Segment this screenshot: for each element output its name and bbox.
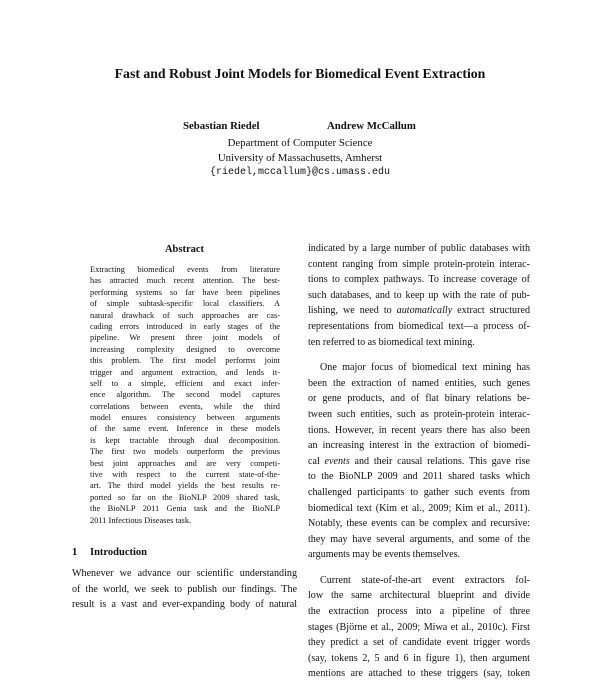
text-line: Extracting biomedical events from literature bbox=[90, 265, 280, 274]
text-line: increasing complexity designed to overcome bbox=[90, 344, 280, 354]
text-line: ten referred to as biomedical text mining. bbox=[308, 336, 475, 348]
text-line: of simple subtask-specific local classifiers. A bbox=[90, 299, 280, 309]
text-line: model ensures consistency between arguments bbox=[90, 413, 280, 423]
section-heading-introduction bbox=[72, 547, 147, 558]
text-line: lishing, we need to automatically extract structured bbox=[308, 305, 530, 317]
text-line: Current state-of-the-art event extractors fol- bbox=[320, 574, 530, 586]
text-line: tween such entities, such as protein-protein interac- bbox=[308, 408, 530, 420]
text-line: biomedical text (Kim et al., 2009; Kim et al., 2011). bbox=[308, 502, 530, 514]
text-line: best joint approaches and are very competi- bbox=[90, 458, 280, 468]
text-line: Whenever we advance our scientific understanding bbox=[72, 568, 297, 579]
author-name: Andrew McCallum bbox=[327, 120, 416, 132]
text-line: been the extraction of named entities, such genes bbox=[308, 377, 530, 389]
text-line: performing systems so far have been pipelines bbox=[90, 287, 280, 297]
text-line: such databases, and to keep up with the rate of pub- bbox=[308, 289, 530, 301]
text-line: One major focus of biomedical text mining has bbox=[320, 362, 530, 374]
text-line: is kept tractable through dual decomposition. bbox=[90, 435, 280, 445]
text-line: indicated by a large number of public databases with bbox=[308, 243, 530, 254]
text-line: 2011 Infectious Diseases task. bbox=[90, 515, 192, 525]
text-line: has attracted much recent attention. The best- bbox=[90, 276, 280, 286]
university: University of Massachusetts, Amherst bbox=[217, 152, 383, 164]
section-title: Introduction bbox=[90, 547, 147, 558]
text-line: Notably, these events can be complex and recursive: bbox=[308, 518, 530, 530]
text-line: representations from biomedical text—a process of- bbox=[308, 320, 530, 332]
text-line: cal events and their causal relations. This gave rise bbox=[308, 455, 530, 467]
text-line: trigger and argument extraction, and lends it- bbox=[90, 367, 280, 377]
text-line: ence algorithm. The second model captures bbox=[90, 390, 280, 400]
paragraph-gap bbox=[308, 563, 530, 573]
text-line: cading errors introduced in early stages of the bbox=[90, 321, 280, 331]
introduction-body bbox=[72, 566, 297, 613]
text-line: of the same event. Inference in these models bbox=[90, 424, 280, 434]
text-line: tive with respect to the current state-of-the- bbox=[90, 470, 280, 480]
text-line: stages (Björne et al., 2009; Miwa et al., 2010c). First bbox=[308, 621, 530, 633]
text-line: to the BioNLP 2009 and 2011 shared tasks which bbox=[308, 471, 530, 483]
text-line: content ranging from simple protein-protein interac- bbox=[308, 258, 530, 270]
text-line: self to a simple, efficient and exact infer- bbox=[90, 378, 280, 388]
author-name: Sebastian Riedel bbox=[183, 120, 260, 132]
text-line: pipeline. We present three joint models of bbox=[90, 333, 280, 343]
department: Department of Computer Science bbox=[227, 137, 373, 149]
text-line: an increasing interest in the extraction of biomedi- bbox=[308, 440, 530, 452]
right-column-body bbox=[308, 241, 530, 682]
text-line: correlations between events, while the third bbox=[90, 401, 280, 411]
text-line: The first two models outperform the previous bbox=[90, 447, 280, 457]
paragraph-gap bbox=[308, 350, 530, 360]
text-line: they predict a set of candidate event trigger words bbox=[308, 637, 530, 649]
section-number: 1 bbox=[72, 547, 78, 558]
text-line: mentions are attached to these triggers (say, token bbox=[308, 668, 530, 680]
text-line: tions. However, in recent years there has also been bbox=[308, 424, 530, 436]
text-line: the extraction process into a pipeline of three bbox=[308, 606, 530, 618]
paper-title: Fast and Robust Joint Models for Biomedical Event Extraction bbox=[114, 66, 486, 81]
text-line: tions to complex pathways. To increase coverage of bbox=[308, 274, 530, 286]
email-address: {riedel,mccallum}@cs.umass.edu bbox=[209, 167, 391, 178]
text-line: arguments may be events themselves. bbox=[308, 549, 461, 561]
text-line: (say, tokens 2, 5 and 6 in figure 1), then argument bbox=[308, 652, 530, 664]
text-line: result is a vast and ever-expanding body of natural bbox=[72, 599, 297, 611]
text-line: they may have several arguments, and some of the bbox=[308, 533, 530, 545]
abstract-heading: Abstract bbox=[164, 244, 205, 255]
author-block bbox=[0, 120, 600, 180]
text-line: of the world, we seek to publish our findings. The bbox=[72, 583, 297, 595]
text-line: natural drawback of such approaches are cas- bbox=[90, 310, 280, 320]
text-line: or gene products, and of flat binary relations be- bbox=[308, 393, 530, 405]
text-line: challenged participants to gather such events from bbox=[308, 486, 530, 498]
text-line: the BioNLP 2011 Genia task and the BioNLP bbox=[90, 504, 280, 514]
text-line: ported so far on the BioNLP 2009 shared task, bbox=[90, 492, 280, 502]
abstract-body bbox=[90, 264, 280, 526]
text-line: low the same architectural blueprint and divide bbox=[308, 590, 530, 602]
text-line: art. The third model yields the best results re- bbox=[90, 481, 280, 491]
text-line: this problem. The first model performs joint bbox=[90, 356, 280, 366]
